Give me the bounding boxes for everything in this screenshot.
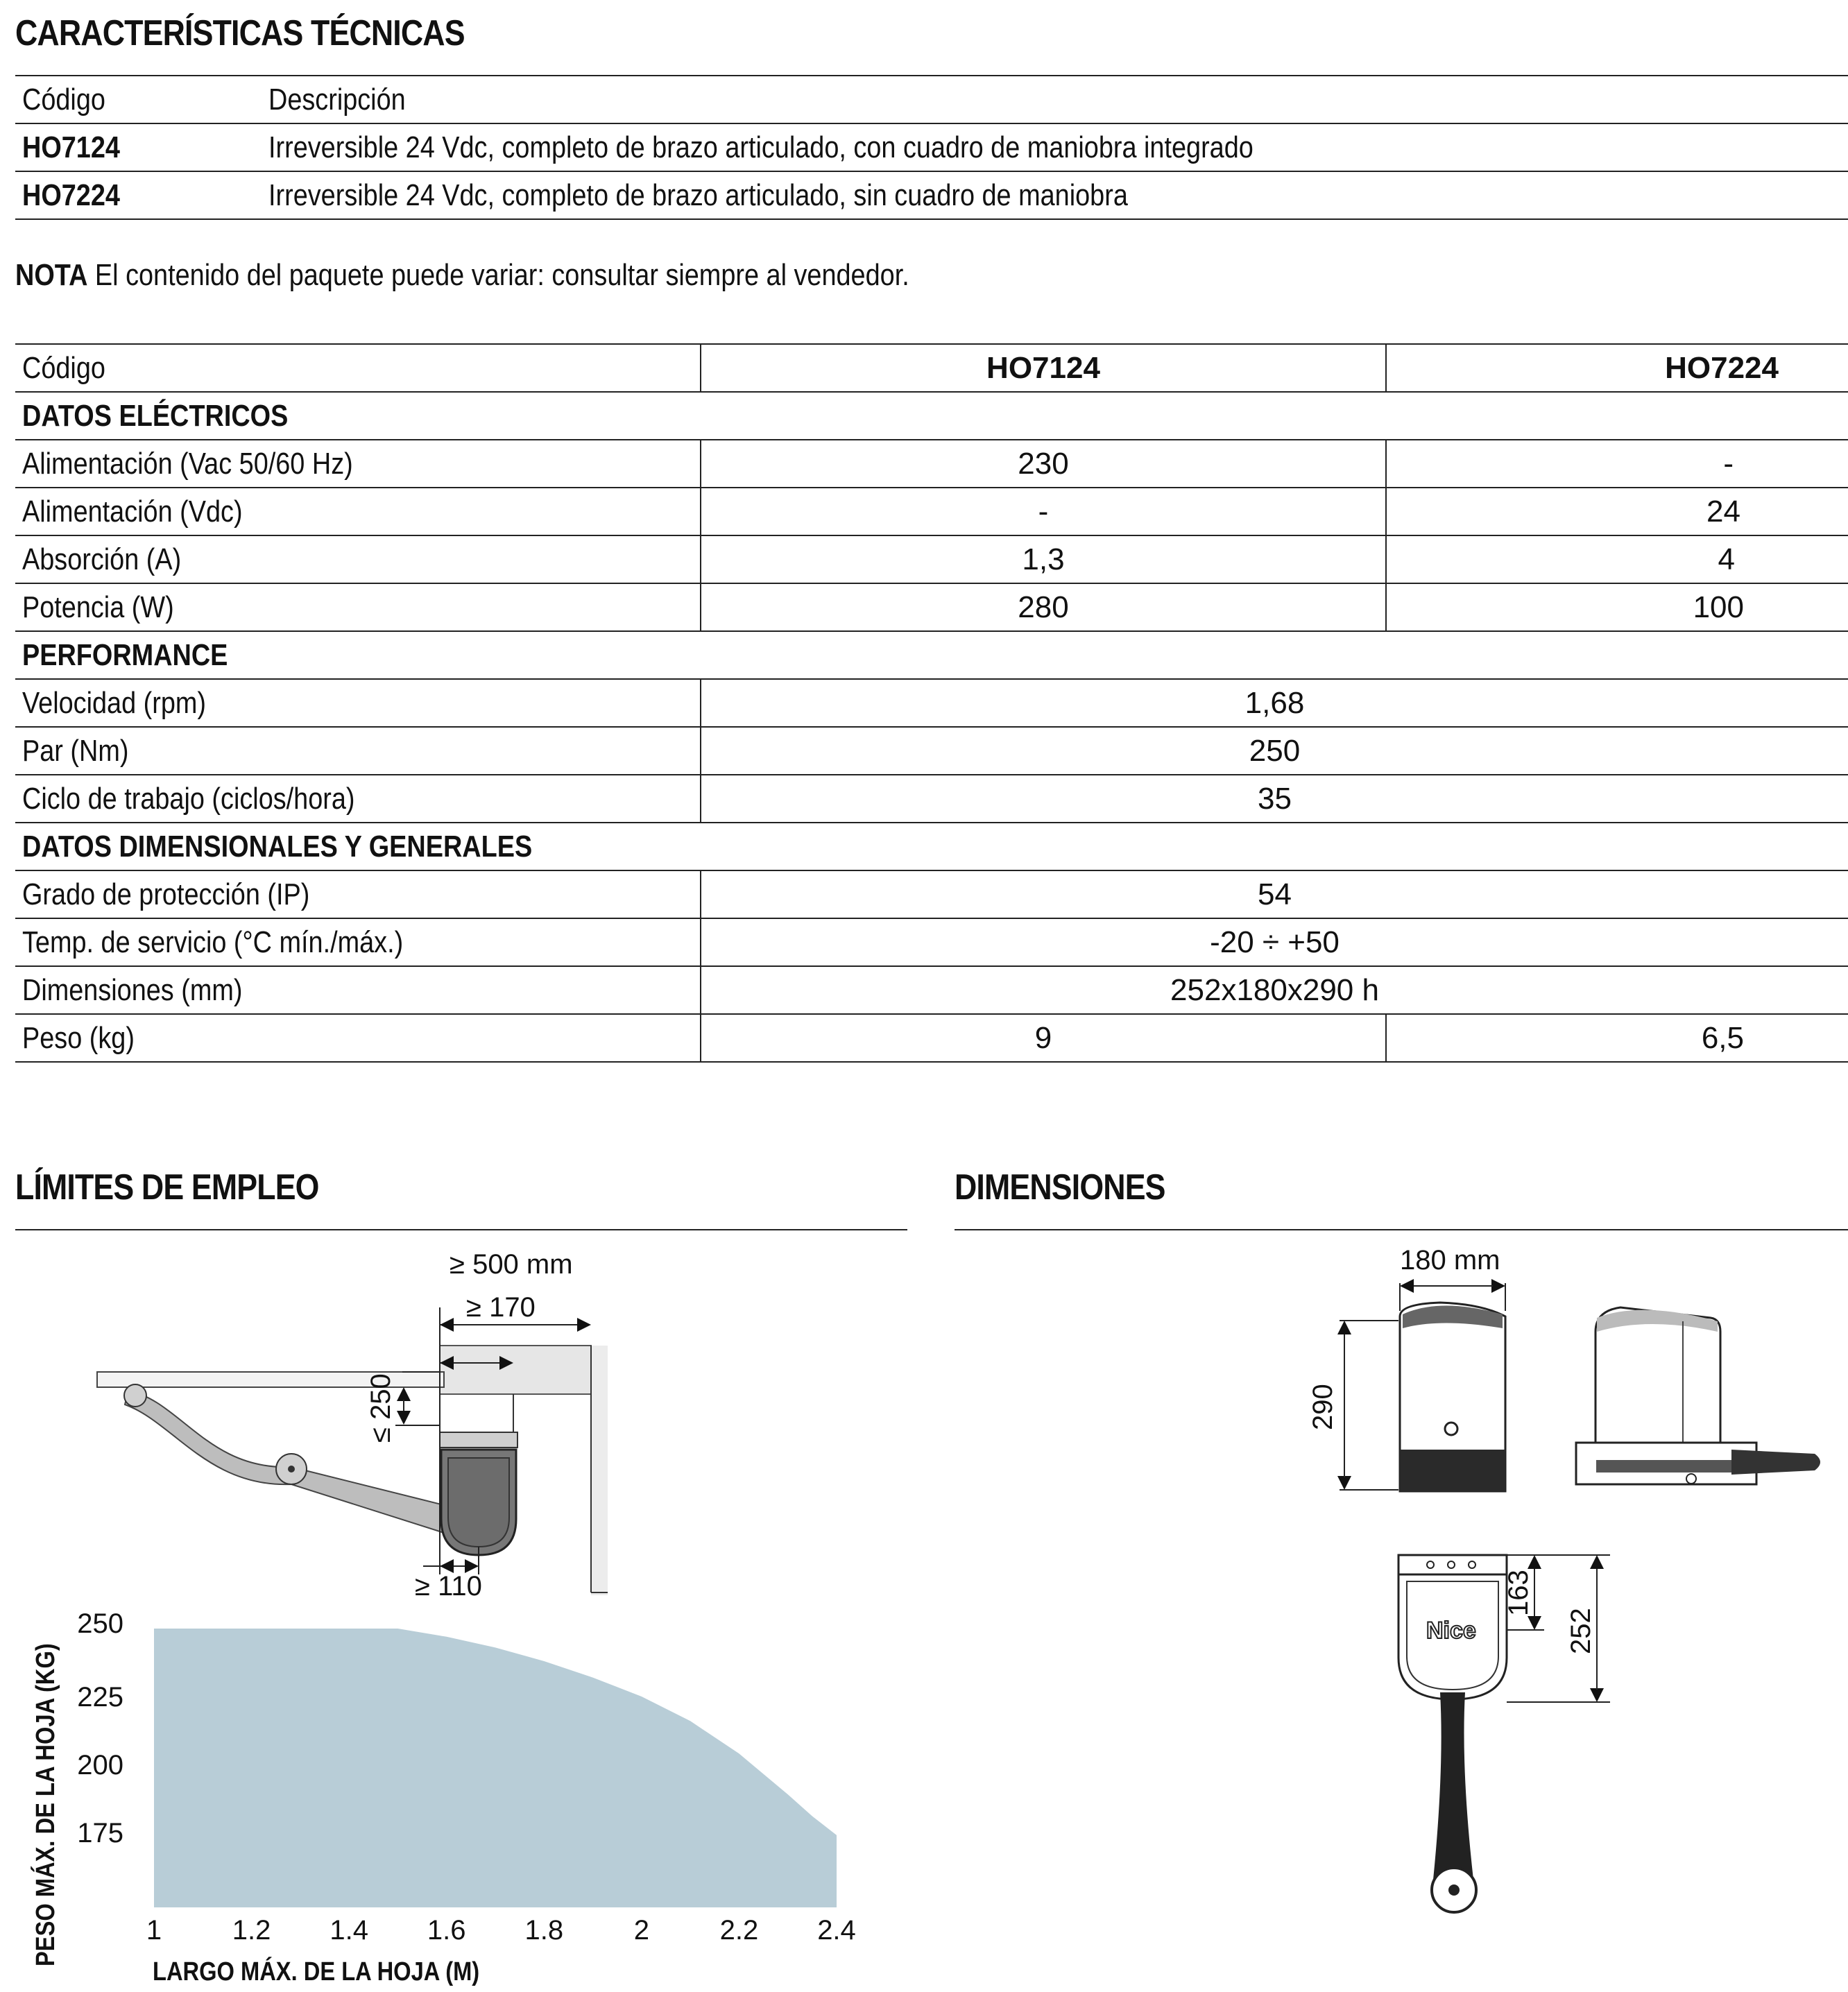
specs-code-label: Código bbox=[22, 350, 105, 385]
section-title: DATOS ELÉCTRICOS bbox=[22, 398, 289, 433]
model-1-header: HO7124 bbox=[701, 344, 1386, 392]
note-text: El contenido del paquete puede variar: consultar siempre al vendedor. bbox=[94, 258, 909, 292]
table-row bbox=[15, 1014, 1848, 1062]
row-label: Velocidad (rpm) bbox=[22, 685, 207, 720]
table-row bbox=[15, 535, 1848, 583]
models-table bbox=[15, 75, 1848, 220]
divider bbox=[15, 1229, 907, 1230]
row-value: 1,68 bbox=[701, 679, 1848, 727]
usage-limits-chart bbox=[0, 1602, 916, 1992]
row-value: - bbox=[701, 488, 1386, 535]
section-title: DATOS DIMENSIONALES Y GENERALES bbox=[22, 829, 533, 864]
row-value: 4 bbox=[1386, 535, 1848, 583]
brand-logo: Nice bbox=[1426, 1617, 1476, 1644]
row-label: Alimentación (Vdc) bbox=[22, 494, 243, 529]
divider bbox=[955, 1229, 1848, 1230]
row-value: 9 bbox=[701, 1014, 1386, 1062]
table-row bbox=[15, 870, 1848, 918]
row-value: 24 bbox=[1386, 488, 1848, 535]
row-label: Potencia (W) bbox=[22, 590, 174, 624]
page-title: CARACTERÍSTICAS TÉCNICAS bbox=[15, 13, 465, 53]
row-label: Temp. de servicio (°C mín./máx.) bbox=[22, 925, 404, 959]
dim-170: ≥ 170 bbox=[466, 1292, 536, 1323]
row-value: 35 bbox=[701, 775, 1848, 823]
x-tick-label: 1.8 bbox=[524, 1915, 564, 1946]
dim-252: 252 bbox=[1566, 1608, 1596, 1654]
dim-width: 180 mm bbox=[1400, 1245, 1500, 1276]
dim-110: ≥ 110 bbox=[415, 1571, 482, 1602]
model-code: HO7124 bbox=[22, 130, 120, 164]
row-value: 54 bbox=[701, 870, 1848, 918]
row-value: 100 bbox=[1386, 583, 1848, 631]
row-value: 252x180x290 h bbox=[701, 966, 1848, 1014]
note bbox=[15, 258, 1055, 293]
table-row bbox=[15, 775, 1848, 823]
installation-diagram bbox=[0, 1242, 916, 1616]
dim-163: 163 bbox=[1503, 1570, 1534, 1616]
table-row bbox=[15, 171, 1848, 219]
row-label: Peso (kg) bbox=[22, 1020, 135, 1055]
motor-front-view bbox=[1340, 1283, 1505, 1491]
row-value: -20 ÷ +50 bbox=[701, 918, 1848, 966]
table-row bbox=[15, 966, 1848, 1014]
dim-500: ≥ 500 mm bbox=[450, 1249, 573, 1280]
y-tick-label: 175 bbox=[77, 1818, 123, 1848]
table-row bbox=[15, 440, 1848, 488]
dimensions-drawing bbox=[955, 1242, 1848, 1921]
x-tick-label: 1.4 bbox=[330, 1915, 368, 1946]
row-value: 6,5 bbox=[1386, 1014, 1848, 1062]
dim-height: 290 bbox=[1308, 1384, 1338, 1430]
note-label: NOTA bbox=[15, 258, 88, 292]
x-tick-label: 1 bbox=[146, 1915, 162, 1946]
col-code-header: Código bbox=[22, 82, 105, 117]
table-row bbox=[15, 583, 1848, 631]
y-tick-label: 200 bbox=[77, 1750, 123, 1780]
model-code: HO7224 bbox=[22, 178, 120, 212]
models-table-header bbox=[15, 76, 1848, 123]
model-desc: Irreversible 24 Vdc, completo de brazo articulado, sin cuadro de maniobra bbox=[268, 178, 1128, 212]
specs-header-row bbox=[15, 344, 1848, 392]
pillar bbox=[440, 1346, 591, 1394]
area-series bbox=[154, 1629, 837, 1907]
table-row bbox=[15, 123, 1848, 171]
dimensions-title: DIMENSIONES bbox=[955, 1167, 1165, 1208]
motor-side-view bbox=[1576, 1307, 1820, 1484]
row-label: Absorción (A) bbox=[22, 542, 182, 576]
y-tick-label: 250 bbox=[77, 1608, 123, 1639]
x-tick-label: 1.2 bbox=[232, 1915, 271, 1946]
limits-title: LÍMITES DE EMPLEO bbox=[15, 1167, 319, 1208]
row-label: Grado de protección (IP) bbox=[22, 877, 310, 911]
row-label: Par (Nm) bbox=[22, 733, 129, 768]
x-tick-label: 2 bbox=[633, 1915, 649, 1946]
table-row bbox=[15, 679, 1848, 727]
table-row bbox=[15, 727, 1848, 775]
table-row bbox=[15, 918, 1848, 966]
x-tick-label: 1.6 bbox=[427, 1915, 466, 1946]
model-desc: Irreversible 24 Vdc, completo de brazo articulado, con cuadro de maniobra integrado bbox=[268, 130, 1254, 164]
row-value: - bbox=[1386, 440, 1848, 488]
y-tick-label: 225 bbox=[77, 1682, 123, 1712]
wall-shade bbox=[591, 1346, 608, 1595]
x-tick-label: 2.4 bbox=[817, 1915, 856, 1946]
row-label: Ciclo de trabajo (ciclos/hora) bbox=[22, 781, 355, 816]
row-value: 280 bbox=[701, 583, 1386, 631]
x-axis-label: LARGO MÁX. DE LA HOJA (M) bbox=[153, 1956, 480, 1986]
dim-250: ≤ 250 bbox=[366, 1373, 396, 1443]
y-axis-label: PESO MÁX. DE LA HOJA (KG) bbox=[30, 1643, 60, 1966]
table-row bbox=[15, 488, 1848, 535]
x-tick-label: 2.2 bbox=[719, 1915, 759, 1946]
row-value: 1,3 bbox=[701, 535, 1386, 583]
row-value: 250 bbox=[701, 727, 1848, 775]
section-title: PERFORMANCE bbox=[22, 637, 228, 672]
specs-table bbox=[15, 343, 1848, 1063]
row-label: Alimentación (Vac 50/60 Hz) bbox=[22, 446, 353, 481]
model-2-header: HO7224 bbox=[1386, 344, 1848, 392]
col-desc-header: Descripción bbox=[268, 82, 406, 117]
row-label: Dimensiones (mm) bbox=[22, 972, 243, 1007]
row-value: 230 bbox=[701, 440, 1386, 488]
